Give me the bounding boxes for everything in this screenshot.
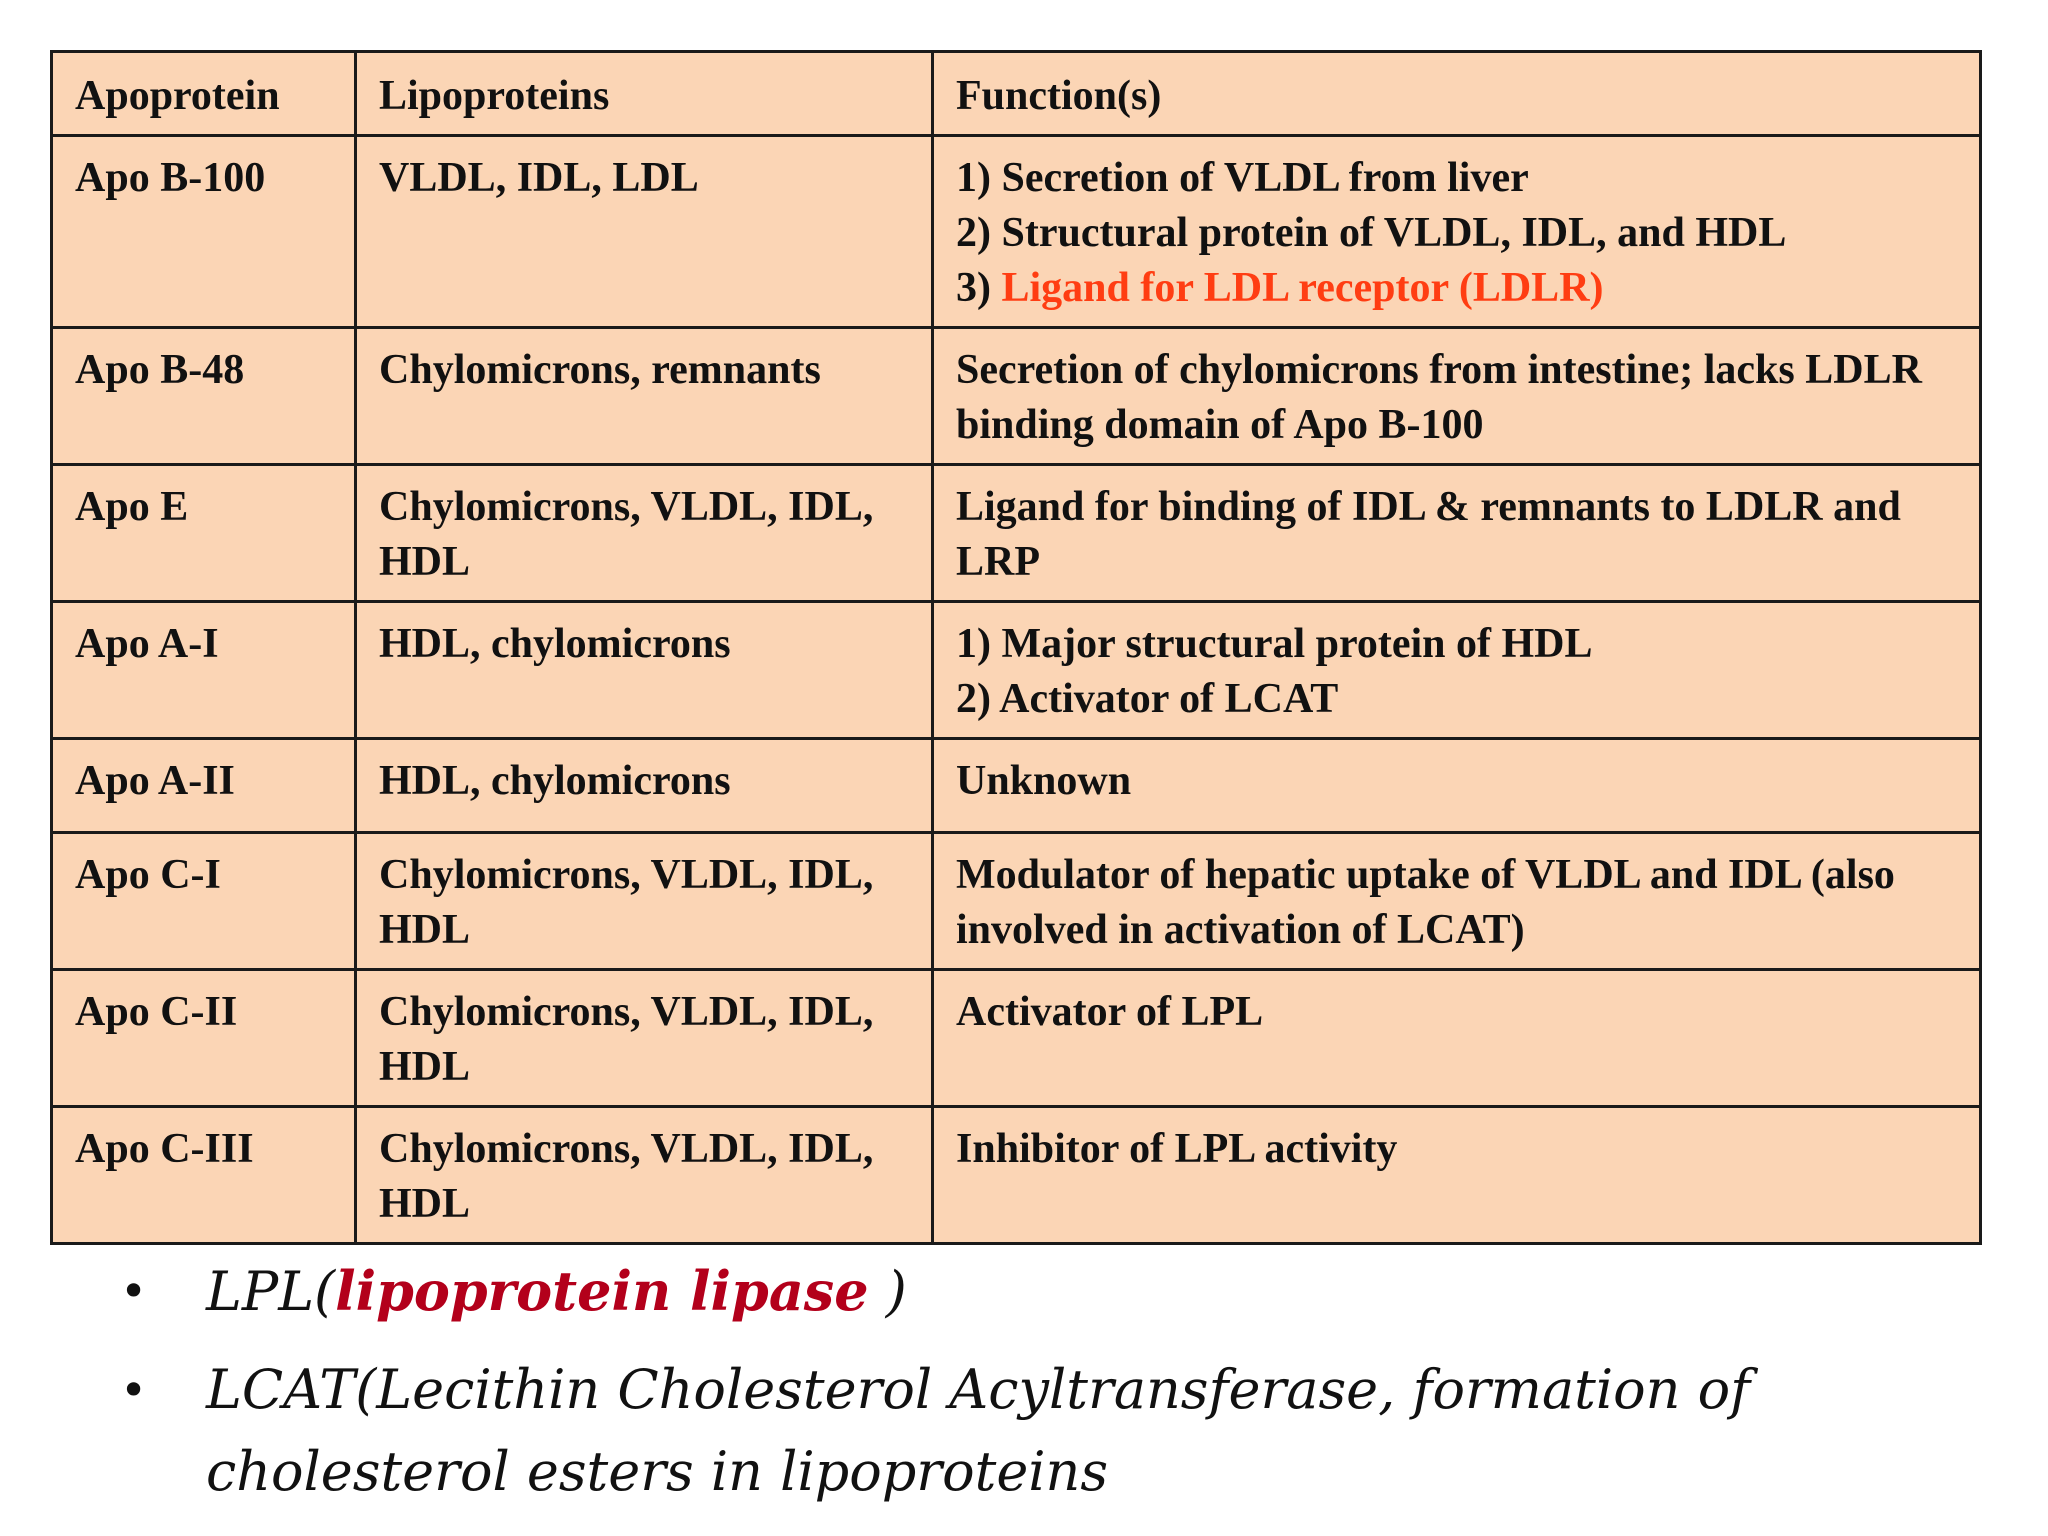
note-lcat	[120, 1349, 2020, 1513]
header-apoprotein: Apoprotein	[52, 52, 356, 136]
apoprotein-cell: Apo A-I	[52, 602, 356, 739]
apoprotein-cell: Apo E	[52, 465, 356, 602]
table-row	[52, 1107, 1981, 1244]
function-cell: Secretion of chylomicrons from intestine; lacks LDLR binding domain of Apo B-100	[933, 328, 1981, 465]
table-row	[52, 465, 1981, 602]
header-functions: Function(s)	[933, 52, 1981, 136]
header-lipoproteins: Lipoproteins	[356, 52, 933, 136]
function-line-prefix: 3)	[956, 265, 1002, 311]
function-line: 1) Major structural protein of HDL	[956, 621, 1593, 667]
apoprotein-cell: Apo B-100	[52, 136, 356, 328]
note-lpl-prefix: LPL(	[206, 1260, 336, 1323]
function-cell: Modulator of hepatic uptake of VLDL and IDL (also involved in activation of LCAT)	[933, 833, 1981, 970]
note-lpl	[120, 1250, 2020, 1333]
table-row	[52, 739, 1981, 833]
note-lpl-term: lipoprotein lipase	[335, 1259, 869, 1323]
apoprotein-cell: Apo A-II	[52, 739, 356, 833]
table-row	[52, 970, 1981, 1107]
table-row	[52, 833, 1981, 970]
lipoproteins-cell: VLDL, IDL, LDL	[356, 136, 933, 328]
function-cell: Inhibitor of LPL activity	[933, 1107, 1981, 1244]
function-cell: Unknown	[933, 739, 1981, 833]
apoprotein-cell: Apo B-48	[52, 328, 356, 465]
function-line: 2) Structural protein of VLDL, IDL, and HDL	[956, 210, 1787, 256]
function-line: 1) Secretion of VLDL from liver	[956, 155, 1529, 201]
function-cell: Activator of LPL	[933, 970, 1981, 1107]
note-lcat-text: LCAT(Lecithin Cholesterol Acyltransferase, formation of cholesterol esters in lipoproteins	[206, 1358, 1751, 1503]
function-line: 2) Activator of LCAT	[956, 676, 1339, 722]
function-cell	[933, 136, 1981, 328]
table-row	[52, 328, 1981, 465]
apoprotein-cell: Apo C-II	[52, 970, 356, 1107]
note-lpl-suffix: )	[868, 1260, 907, 1323]
apoprotein-cell: Apo C-I	[52, 833, 356, 970]
function-cell: Ligand for binding of IDL & remnants to LDLR and LRP	[933, 465, 1981, 602]
function-line	[956, 261, 1959, 316]
lipoproteins-cell: Chylomicrons, VLDL, IDL, HDL	[356, 970, 933, 1107]
lipoproteins-cell: Chylomicrons, VLDL, IDL, HDL	[356, 1107, 933, 1244]
lipoproteins-cell: Chylomicrons, VLDL, IDL, HDL	[356, 833, 933, 970]
lipoproteins-cell: HDL, chylomicrons	[356, 602, 933, 739]
notes-list	[120, 1250, 2020, 1513]
lipoproteins-cell: Chylomicrons, VLDL, IDL, HDL	[356, 465, 933, 602]
table-header-row	[52, 52, 1981, 136]
lipoproteins-cell: HDL, chylomicrons	[356, 739, 933, 833]
apoprotein-cell: Apo C-III	[52, 1107, 356, 1244]
lipoproteins-cell: Chylomicrons, remnants	[356, 328, 933, 465]
bullet-icon: •	[120, 1363, 148, 1417]
function-cell	[933, 602, 1981, 739]
table-row	[52, 136, 1981, 328]
function-line-highlight: Ligand for LDL receptor (LDLR)	[1001, 265, 1604, 311]
table-row	[52, 602, 1981, 739]
apoprotein-table	[50, 50, 1982, 1245]
bullet-icon: •	[120, 1264, 148, 1318]
